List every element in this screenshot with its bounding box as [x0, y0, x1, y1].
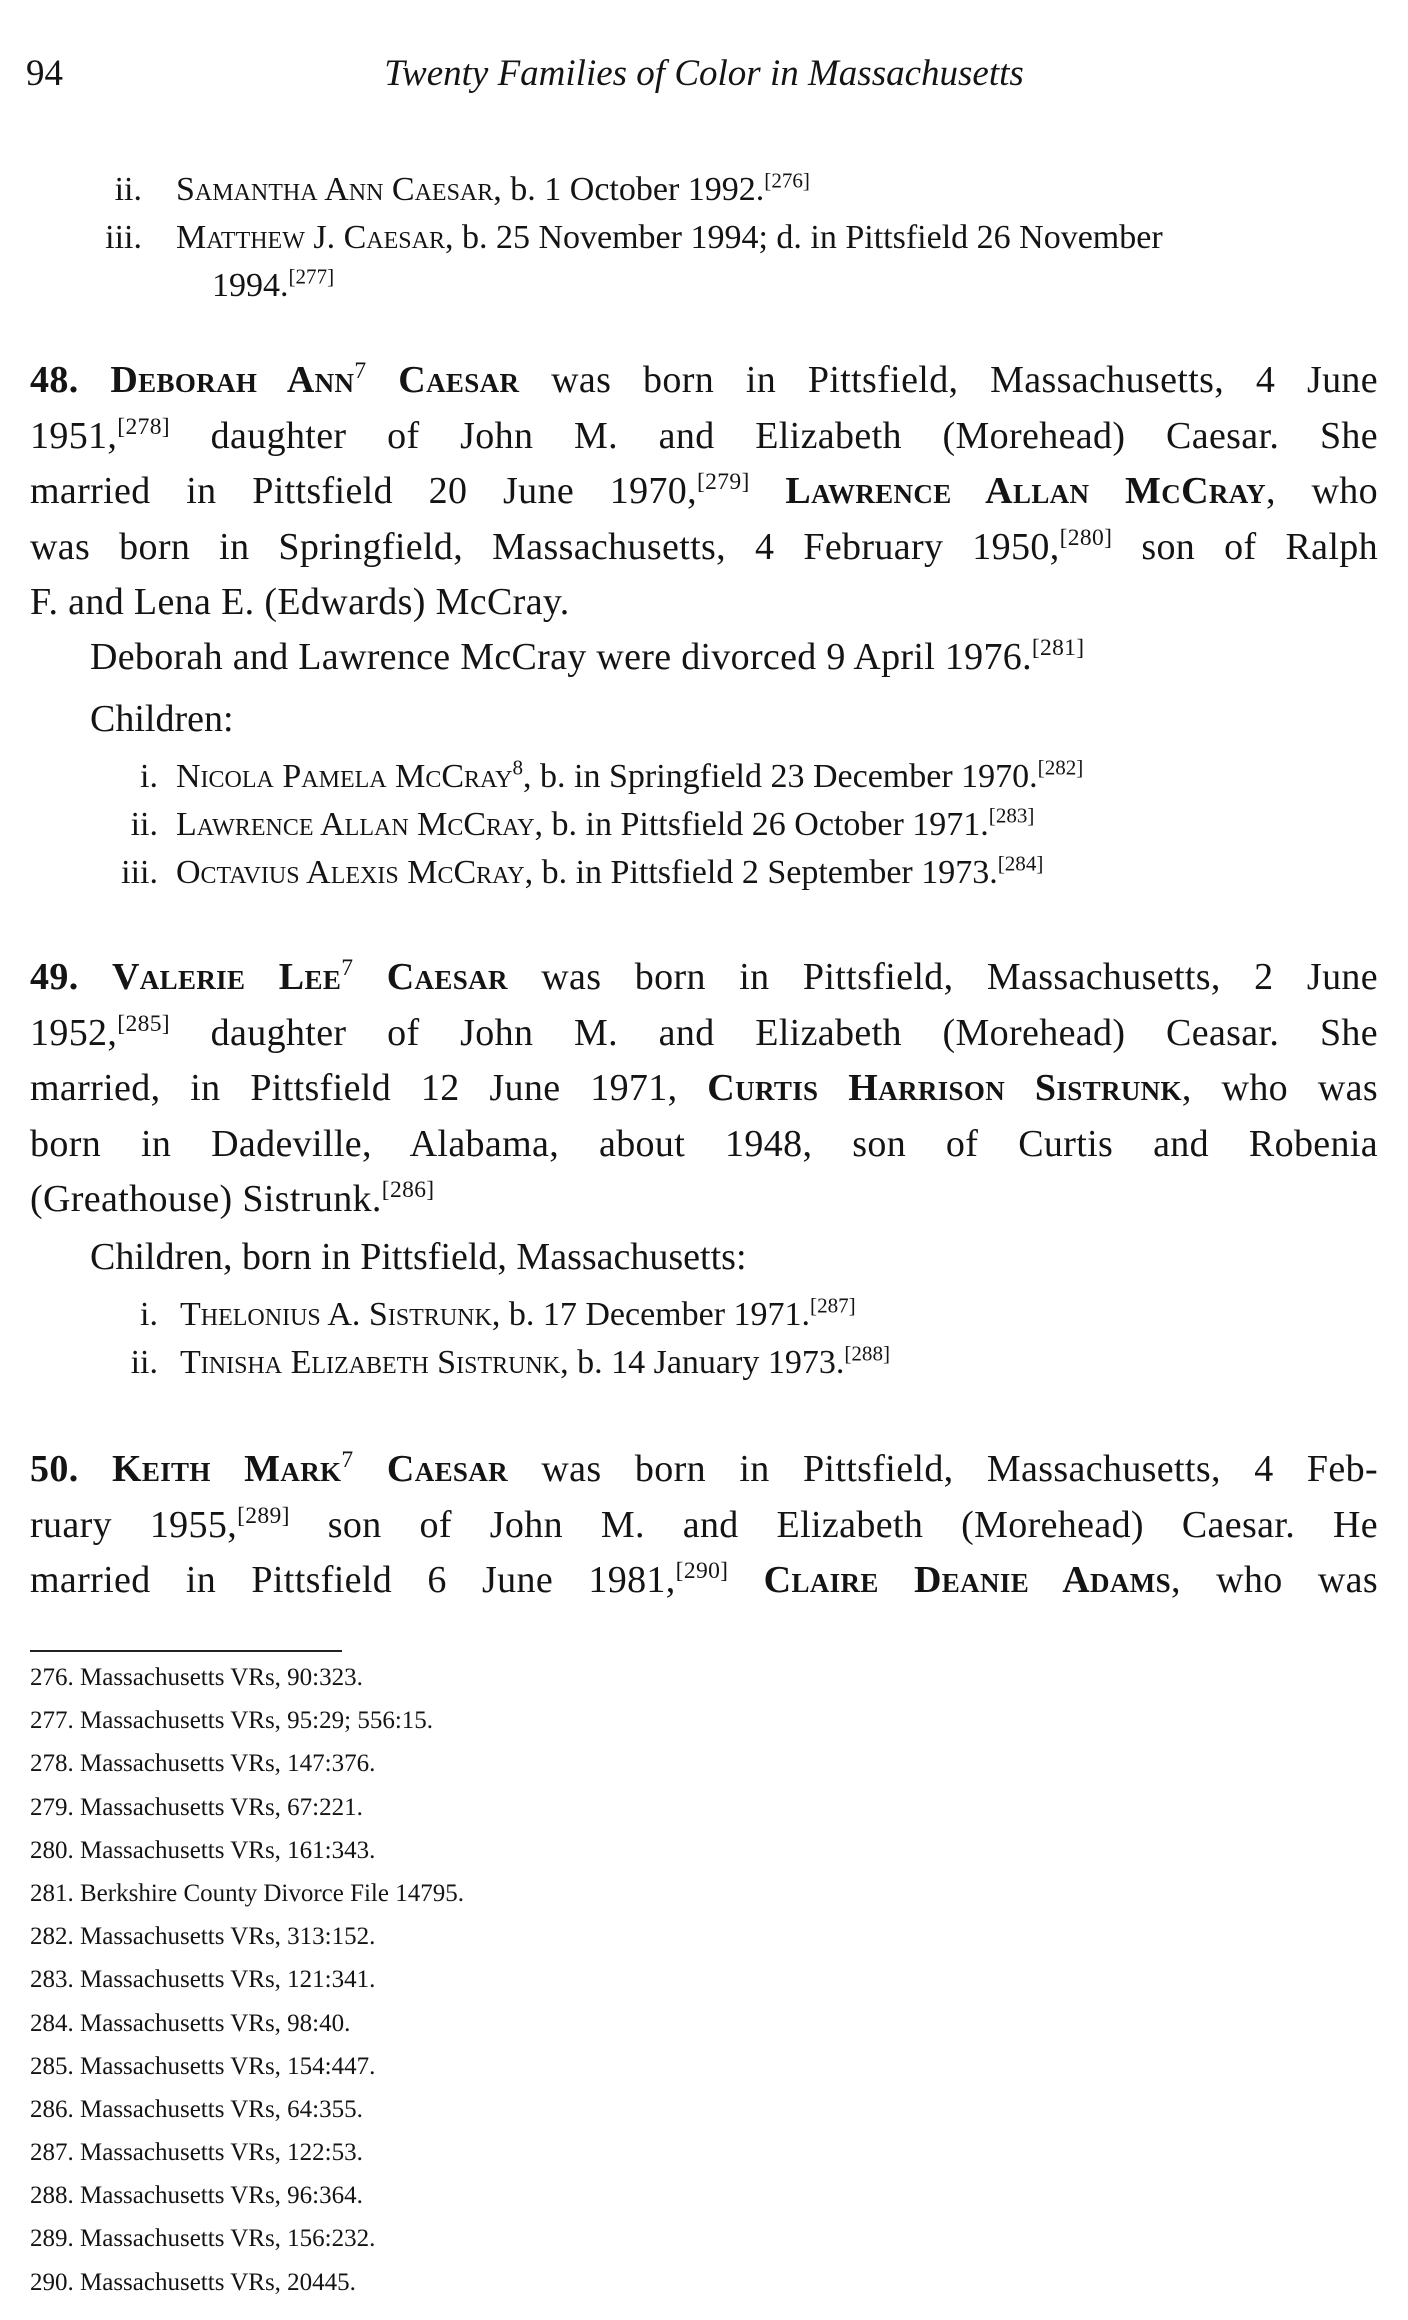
footnote: 277. Massachusetts VRs, 95:29; 556:15.	[30, 1707, 434, 1735]
footnote-ref: [277]	[288, 264, 335, 289]
subject-name: Deborah Ann	[110, 359, 355, 401]
child-details: , b. 14 January 1973.	[560, 1344, 845, 1381]
entry-line: (Greathouse) Sistrunk.[286]	[30, 1176, 435, 1220]
child-name: Tinisha Elizabeth Sistrunk	[180, 1344, 561, 1381]
child-entry	[0, 849, 1408, 897]
generation-number: 8	[512, 755, 524, 780]
running-head	[26, 52, 1382, 100]
entry-line: 48. Deborah Ann$^7$ Caesar was born in Pittsfield, Massachusetts, 4 June	[30, 357, 1378, 401]
footnote-rule	[30, 1650, 342, 1652]
footnote: 289. Massachusetts VRs, 156:232.	[30, 2225, 376, 2253]
genealogy-entry-48	[30, 353, 1378, 631]
footnote-ref: [286]	[381, 1176, 435, 1203]
footnote: 279. Massachusetts VRs, 67:221.	[30, 1793, 363, 1821]
footnote: 281. Berkshire County Divorce File 14795.	[30, 1879, 464, 1907]
child-numeral: ii.	[114, 171, 142, 208]
entry-line: 1952,[285] daughter of John M. and Elizabeth (Morehead) Ceasar. She	[30, 1010, 1378, 1054]
child-details: , b. in Springfield 23 December 1970.	[523, 758, 1038, 795]
footnotes	[30, 1656, 464, 2304]
subject-surname: Caesar	[386, 1448, 508, 1490]
child-numeral: i.	[140, 1296, 158, 1333]
child-entry	[0, 1291, 1408, 1339]
children-list	[0, 1291, 1408, 1387]
child-entry	[0, 753, 1408, 801]
footnote-ref: [288]	[844, 1341, 890, 1366]
spouse-name: Claire Deanie Adams	[763, 1559, 1171, 1601]
footnote-ref: [285]	[117, 1010, 171, 1037]
footnote: 284. Massachusetts VRs, 98:40.	[30, 2009, 351, 2037]
footnote: 283. Massachusetts VRs, 121:341.	[30, 1966, 376, 1994]
footnote-ref: [289]	[237, 1502, 290, 1529]
child-numeral: ii.	[130, 1344, 158, 1381]
footnote-ref: [290]	[675, 1557, 729, 1584]
entry-line: was born in Springfield, Massachusetts, 4 February 1950,[280] son of Ralph	[30, 524, 1379, 568]
genealogy-entry-50	[30, 1442, 1378, 1609]
child-entry	[0, 801, 1408, 849]
child-entry	[0, 214, 1408, 262]
entry-line: F. and Lena E. (Edwards) McCray.	[30, 581, 570, 623]
footnote: 285. Massachusetts VRs, 154:447.	[30, 2052, 376, 2080]
child-details: , b. 17 December 1971.	[491, 1296, 811, 1333]
entry-line: 50. Keith Mark$^7$ Caesar was born in Pittsfield, Massachusetts, 4 Feb-	[30, 1446, 1378, 1490]
spouse-name: Lawrence Allan McCray	[785, 470, 1266, 512]
children-heading: Children, born in Pittsfield, Massachusetts:	[90, 1236, 747, 1278]
generation-number: 7	[354, 357, 367, 384]
entry-line: married in Pittsfield 6 June 1981,[290] Claire Deanie Adams, who was	[30, 1557, 1378, 1601]
child-entry-continuation	[0, 262, 1408, 310]
entry-line: 1951,[278] daughter of John M. and Elizabeth (Morehead) Caesar. She	[30, 413, 1378, 457]
footnote-ref: [281]	[1031, 634, 1085, 661]
footnote-ref: [276]	[764, 168, 810, 193]
subject-surname: Caesar	[386, 956, 508, 998]
child-numeral: i.	[140, 758, 158, 795]
child-entry	[0, 166, 1408, 214]
footnote: 290. Massachusetts VRs, 20445.	[30, 2268, 356, 2296]
generation-number: 7	[341, 1446, 354, 1473]
footnote: 287. Massachusetts VRs, 122:53.	[30, 2139, 363, 2167]
children-heading: Children:	[90, 698, 234, 740]
footnote-ref: [280]	[1059, 524, 1113, 551]
child-name: Lawrence Allan McCray	[176, 806, 535, 843]
child-numeral: ii.	[130, 806, 158, 843]
child-numeral: iii.	[105, 219, 142, 256]
child-name: Samantha Ann Caesar	[176, 171, 494, 208]
footnote-ref: [279]	[696, 468, 750, 495]
subject-surname: Caesar	[398, 359, 520, 401]
child-name: Thelonius A. Sistrunk	[180, 1296, 492, 1333]
entry-line: ruary 1955,[289] son of John M. and Elizabeth (Morehead) Caesar. He	[30, 1502, 1378, 1546]
child-details: , b. in Pittsfield 2 September 1973.	[524, 854, 998, 891]
divorce-note: Deborah and Lawrence McCray were divorced 9 April 1976.[281]	[90, 634, 1085, 678]
entry-line: married in Pittsfield 20 June 1970,[279] Lawrence Allan McCray, who	[30, 468, 1378, 512]
child-details: 1994.	[212, 267, 289, 304]
children-list	[0, 753, 1408, 897]
children-list-continued	[0, 166, 1408, 310]
entry-number: 49.	[30, 956, 79, 998]
entry-number: 50.	[30, 1448, 79, 1490]
entry-line: born in Dadeville, Alabama, about 1948, son of Curtis and Robenia	[30, 1122, 1378, 1165]
footnote: 280. Massachusetts VRs, 161:343.	[30, 1836, 376, 1864]
footnote-ref: [284]	[997, 851, 1044, 876]
page-number: 94	[26, 53, 63, 94]
footnote: 276. Massachusetts VRs, 90:323.	[30, 1664, 363, 1691]
child-details: , b. 25 November 1994; d. in Pittsfield 26 November	[444, 219, 1163, 256]
child-details: , b. 1 October 1992.	[493, 171, 765, 208]
footnote: 282. Massachusetts VRs, 313:152.	[30, 1923, 376, 1951]
child-name: Nicola Pamela McCray	[176, 758, 513, 795]
generation-number: 7	[341, 954, 354, 981]
footnote-ref: [287]	[810, 1293, 856, 1318]
child-details: , b. in Pittsfield 26 October 1971.	[534, 806, 989, 843]
entry-line: married, in Pittsfield 12 June 1971, Curtis Harrison Sistrunk, who was	[30, 1067, 1378, 1109]
child-entry	[0, 1339, 1408, 1387]
subject-name: Keith Mark	[111, 1448, 342, 1490]
footnote-ref: [282]	[1037, 755, 1084, 780]
footnote: 286. Massachusetts VRs, 64:355.	[30, 2095, 363, 2123]
footnote-ref: [278]	[117, 413, 171, 440]
footnote: 288. Massachusetts VRs, 96:364.	[30, 2182, 363, 2210]
child-name: Octavius Alexis McCray	[176, 854, 525, 891]
footnote: 278. Massachusetts VRs, 147:376.	[30, 1750, 376, 1778]
entry-number: 48.	[30, 359, 79, 401]
running-title: Twenty Families of Color in Massachusetts	[384, 53, 1024, 94]
genealogy-entry-49	[30, 950, 1378, 1228]
footnote-ref: [283]	[988, 803, 1035, 828]
child-numeral: iii.	[121, 854, 158, 891]
child-name: Matthew J. Caesar	[176, 219, 445, 256]
entry-line: 49. Valerie Lee$^7$ Caesar was born in Pittsfield, Massachusetts, 2 June	[30, 954, 1378, 998]
spouse-name: Curtis Harrison Sistrunk	[707, 1067, 1182, 1109]
subject-name: Valerie Lee	[111, 956, 342, 998]
